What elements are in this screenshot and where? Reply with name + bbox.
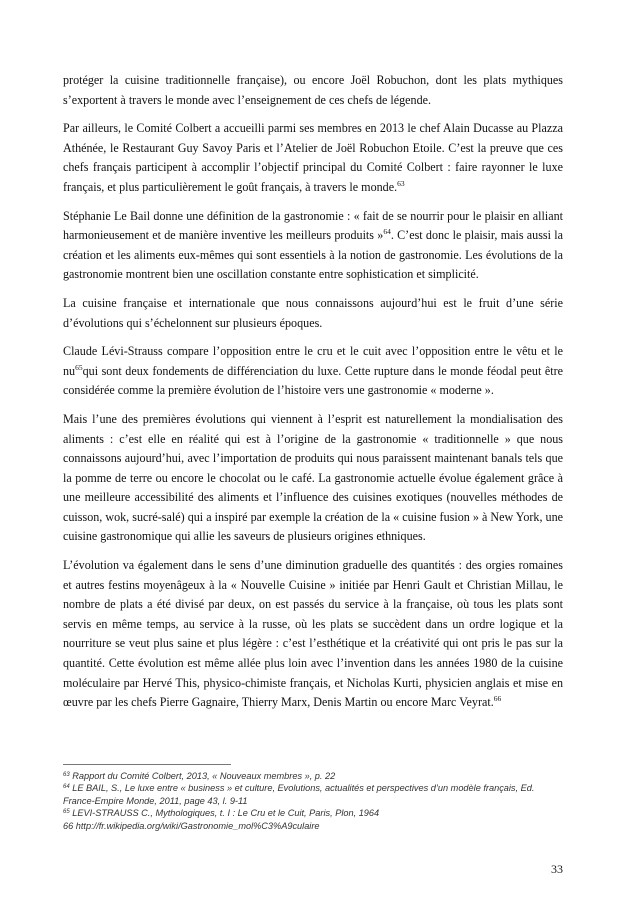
footnote-65-number: 65	[63, 809, 70, 816]
footnote-63-number: 63	[63, 772, 70, 778]
paragraph-4	[63, 294, 563, 333]
footnote-64	[63, 782, 563, 807]
paragraph-1	[63, 71, 563, 110]
footnote-64-text: LE BAIL, S., Le luxe entre « business » et culture, Evolutions, actualités et perspectives d’un modèle français, Ed. France-Empire Monde, 2011, page 43, l. 9-11	[63, 783, 535, 806]
paragraph-4-text: La cuisine française et internationale que nous connaissons aujourd’hui est le fruit d’une série d’évolutions qui s’échelonnent sur plusieurs époques.	[63, 295, 563, 330]
footnote-65	[63, 807, 563, 819]
paragraph-5-text-start: Claude Lévi-Strauss compare l’opposition entre le cru et le cuit avec l’opposition entre le vêtu et le nu	[63, 344, 563, 378]
footnote-65-text: LEVI-STRAUSS C., Mythologiques, t. I : Le Cru et le Cuit, Paris, Plon, 1964	[69, 808, 380, 819]
footnote-66-link[interactable]: 66 http://fr.wikipedia.org/wiki/Gastronomie_mol%C3%A9culaire	[63, 820, 320, 831]
paragraph-7-text: L’évolution va également dans le sens d’une diminution graduelle des quantités : des orgies romaines et autres festins moyenâgeux à la « Nouvelle Cuisine » initiée par Henri Gault et Christian Millau, le nombre de plats a été divisé par deux, on est passés du service à la française, où tous les plats sont servis en même temps, au service à la russe, où les plats se succèdent dans un ordre logique et la nourriture se veut plus saine et plus légère : c’est l’esthétique et la créativité qui ont pris le pas sur la quantité. Cette évolution est même allée plus loin avec l’invention dans les années 1980 de la cuisine moléculaire par Hervé This, physico-chimiste français, et Nicholas Kurti, physicien anglais et mise en œuvre par les chefs Pierre Gagnaire, Thierry Marx, Denis Martin ou encore Marc Veyrat.	[63, 558, 563, 710]
paragraph-6-text: Mais l’une des premières évolutions qui viennent à l’esprit est naturellement la mondialisation des aliments : c’est elle en réalité qui est à l’origine de la gastronomie « traditionnelle » que nous connaissons aujourd’hui, avec l’importation de produits qui nous paraissent maintenant banals tels que la pomme de terre ou encore le chocolat ou le café. La gastronomie actuelle évolue également grâce à une meilleure accessibilité des aliments et l’influence des cuisines exotiques (nouvelles méthodes de cuisson, wok, sucré-salé) qui a inspiré par exemple la création de la « cuisine fusion » à New York, une cuisine gastronomique qui allie les saveurs de plusieurs origines ethniques.	[63, 411, 563, 544]
footnote-separator	[63, 764, 231, 765]
footnote-63	[63, 770, 563, 782]
paragraph-3	[63, 207, 563, 285]
paragraph-1-text: protéger la cuisine traditionnelle française), ou encore Joël Robuchon, dont les plats mythiques s’exportent à travers le monde avec l’enseignement de ces chefs de légende.	[63, 73, 563, 107]
paragraph-5-text-end: qui sont deux fondements de différenciation du luxe. Cette rupture dans le monde féodal peut être considérée comme la première évolution de l’histoire vers une gastronomie « moderne ».	[63, 363, 563, 398]
footnote-64-number: 64	[63, 784, 70, 791]
footnote-66[interactable]	[63, 820, 563, 832]
footnote-ref-64[interactable]: 64	[383, 227, 391, 237]
paragraph-2	[63, 119, 563, 197]
paragraph-3-text-start: Stéphanie Le Bail donne une définition de la gastronomie : « fait de se nourrir pour le plaisir en alliant harmonieusement et de manière inventive les meilleurs produits »	[63, 208, 563, 243]
footnote-ref-63[interactable]: 63	[397, 178, 405, 188]
footnote-63-text: Rapport du Comité Colbert, 2013, « Nouveaux membres », p. 22	[69, 771, 336, 781]
body-text	[63, 71, 563, 722]
paragraph-6	[63, 410, 563, 547]
footnote-ref-65[interactable]: 65	[75, 362, 83, 372]
paragraph-7	[63, 556, 563, 713]
page-number: 33	[551, 862, 563, 876]
footnotes-section	[63, 764, 563, 832]
paragraph-5	[63, 342, 563, 401]
footnote-ref-66[interactable]: 66	[493, 694, 502, 704]
paragraph-2-text: Par ailleurs, le Comité Colbert a accueilli parmi ses membres en 2013 le chef Alain Ducasse au Plazza Athénée, le Restaurant Guy Savoy Paris et l’Atelier de Joël Robuchon Etoile. C’est la preuve que ces chefs français participent à accomplir l’objectif principal du Comité Colbert : faire rayonner le luxe français, et plus particulièrement le goût français, à travers le monde.	[63, 121, 563, 194]
paragraph-3-text-end: . C’est donc le plaisir, mais aussi la création et les aliments eux-mêmes qui sont essentiels à la notion de gastronomie. Les évolutions de la gastronomie montrent bien une oscillation constante entre sophistication et simplicité.	[63, 228, 563, 282]
